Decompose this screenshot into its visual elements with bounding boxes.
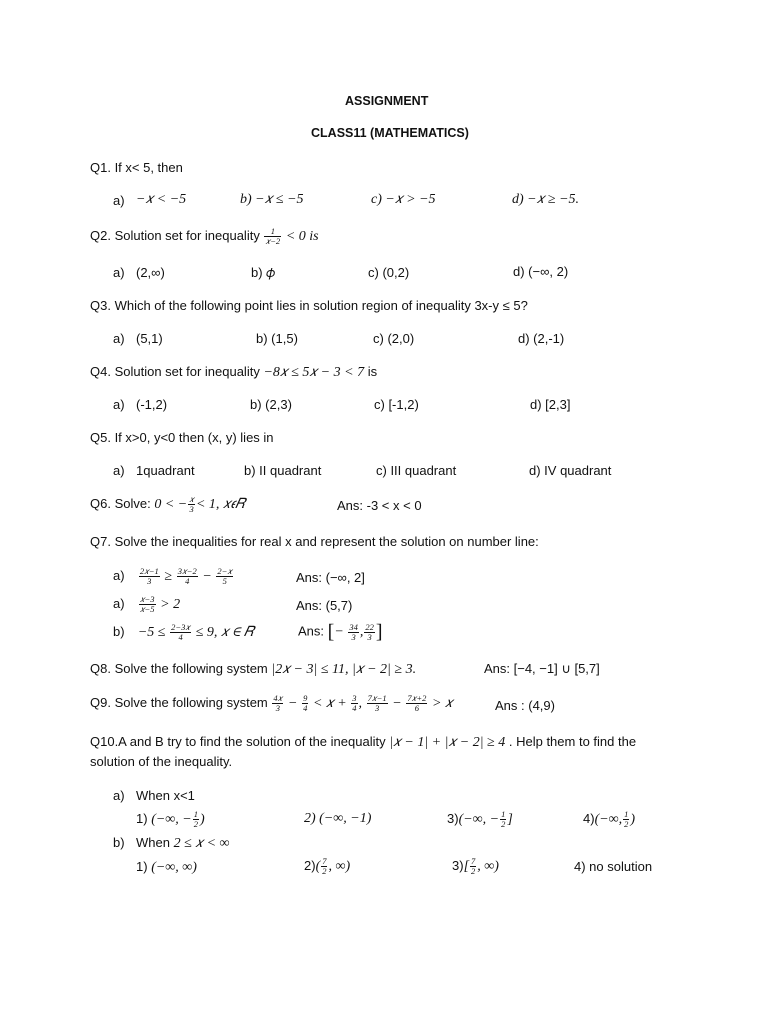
q7-b-pre: −5 ≤ xyxy=(137,624,166,640)
page-title: ASSIGNMENT xyxy=(345,94,429,108)
q7-b-frac-num: 2−3𝑥 xyxy=(171,622,191,632)
q9-mid: < 𝑥 + xyxy=(312,695,347,711)
q7-a1-minus: − xyxy=(202,568,212,584)
q2-tail: < 0 is xyxy=(285,228,319,244)
q2-line xyxy=(90,227,319,246)
q7-a1-line xyxy=(113,567,234,586)
q2-frac-den: 𝑥−2 xyxy=(265,236,281,246)
q7-a1-frac1-num: 2𝑥−1 xyxy=(139,566,159,576)
q10-a-option-4 xyxy=(583,810,635,829)
q10-a-option-1-frac-den: 2 xyxy=(193,819,198,829)
q7-a2-frac xyxy=(139,595,156,614)
q4-option-a-label: a) xyxy=(113,397,125,412)
q2-fraction xyxy=(264,227,281,246)
q10-a-option-2: 2) (−∞, −1) xyxy=(304,811,372,826)
q5-option-d: d) IV quadrant xyxy=(529,463,612,478)
q7-b-answer-frac1-den: 3 xyxy=(351,631,356,642)
q9-frac5 xyxy=(406,694,427,713)
q10-a-option-1-frac xyxy=(193,810,199,829)
q6-frac-den: 3 xyxy=(189,504,194,514)
q7-a1-frac2-num: 3𝑥−2 xyxy=(177,566,197,576)
q7-a2-frac-num: 𝑥−3 xyxy=(139,594,155,604)
q10-a-option-1-frac-num: 1 xyxy=(193,809,198,819)
q10-text-post: . Help them to find the xyxy=(508,734,637,749)
q10-b-option-3-frac xyxy=(470,857,476,876)
q10-a-option-1-pre: (−∞, − xyxy=(151,811,192,827)
q4-option-d: d) [2,3] xyxy=(530,397,571,412)
q2-option-a-label: a) xyxy=(113,265,125,280)
q10-b-option-2-frac xyxy=(321,857,327,876)
q9-frac1-den: 3 xyxy=(275,703,280,713)
q7-b-answer-frac2-num: 22 xyxy=(365,621,374,632)
q10-a-text: When x<1 xyxy=(136,788,195,803)
q7-a1-frac3 xyxy=(216,567,233,586)
q10-a-option-4-pre: (−∞, xyxy=(594,811,623,827)
q7-a1-frac2 xyxy=(177,567,198,586)
q4-option-c: c) [-1,2) xyxy=(374,397,419,412)
q2-option-b: b) 𝜙 xyxy=(251,265,276,280)
q2-text: Q2. Solution set for inequality xyxy=(90,227,260,243)
q7-a1-answer: Ans: (−∞, 2] xyxy=(296,570,365,585)
q6-answer: Ans: -3 < x < 0 xyxy=(337,498,422,513)
q10-b-option-1-label: 1) xyxy=(136,859,148,874)
q2-option-a: (2,∞) xyxy=(136,265,165,280)
q7-b-answer-frac1-num: 34 xyxy=(349,621,358,632)
q10-b-option-4: 4) no solution xyxy=(574,859,653,874)
q7-b-frac xyxy=(170,623,191,642)
q7-a1-frac2-den: 4 xyxy=(185,576,190,586)
q9-frac4 xyxy=(367,694,388,713)
q9-text: Q9. Solve the following system xyxy=(90,694,268,710)
q10-b-option-2-label: 2) xyxy=(304,857,316,873)
q7-b-answer-frac2-den: 3 xyxy=(367,631,372,642)
q7-b-answer-minus: − xyxy=(334,624,344,640)
q4-line xyxy=(90,364,377,381)
q10-b-option-2-post: , ∞) xyxy=(328,858,351,874)
q10-b-option-2-frac-den: 2 xyxy=(322,866,327,876)
q7-b-answer-comma: , xyxy=(359,624,364,640)
q10-b-option-1-value: (−∞, ∞) xyxy=(151,860,197,875)
q7-a2-frac-den: 𝑥−5 xyxy=(139,604,155,614)
q9-frac3-num: 3 xyxy=(352,693,357,703)
q1-option-a: −𝑥 < −5 xyxy=(136,192,187,207)
q3-option-a-label: a) xyxy=(113,331,125,346)
q1-option-b: b) −𝑥 ≤ −5 xyxy=(240,192,304,207)
q10-a-option-4-frac-num: 1 xyxy=(624,809,629,819)
q9-frac2-den: 4 xyxy=(303,703,308,713)
q10-line1 xyxy=(90,734,636,751)
q7-a2-answer: Ans: (5,7) xyxy=(296,598,353,613)
q10-b-option-1 xyxy=(136,859,197,876)
q2-frac-num: 1 xyxy=(264,227,281,237)
q10-a-option-3-label: 3) xyxy=(447,810,459,826)
q6-expr-pre: 0 < − xyxy=(154,496,188,512)
q3-option-d: d) (2,-1) xyxy=(518,331,565,346)
q10-b-option-2-frac-num: 7 xyxy=(322,856,327,866)
q9-frac1 xyxy=(272,694,283,713)
q9-comma: , xyxy=(358,695,363,711)
q9-frac3 xyxy=(351,694,357,713)
q10-b-line xyxy=(136,835,230,852)
q10-expr: |𝑥 − 1| + |𝑥 − 2| ≥ 4 xyxy=(389,735,506,750)
page-subtitle: CLASS11 (MATHEMATICS) xyxy=(311,126,469,140)
q10-a-option-3-frac xyxy=(500,810,506,829)
q7-b-frac-den: 4 xyxy=(178,632,183,642)
q10-a-option-4-frac-den: 2 xyxy=(624,819,629,829)
q4-tail: is xyxy=(367,364,378,379)
q9-frac5-den: 6 xyxy=(414,703,419,713)
q10-b-option-3-pre: [ xyxy=(463,858,470,874)
q10-a-option-4-label: 4) xyxy=(583,810,595,826)
q1-option-d: d) −𝑥 ≥ −5. xyxy=(512,192,580,207)
q2-option-d: d) (−∞, 2) xyxy=(513,264,569,279)
q6-line xyxy=(90,495,245,514)
q1-text: Q1. If x< 5, then xyxy=(90,160,183,175)
q6-fraction xyxy=(188,495,195,514)
q7-b-answer-frac2 xyxy=(364,623,375,642)
q10-a-option-3-frac-den: 2 xyxy=(501,819,506,829)
q10-b-option-3-frac-num: 7 xyxy=(471,856,476,866)
q9-frac4-den: 3 xyxy=(375,703,380,713)
q3-option-c: c) (2,0) xyxy=(373,331,415,346)
q10-b-option-3-frac-den: 2 xyxy=(471,866,476,876)
q5-option-b: b) II quadrant xyxy=(244,463,322,478)
q9-tail: > 𝑥 xyxy=(431,695,453,711)
q3-text: Q3. Which of the following point lies in solution region of inequality 3x-y ≤ 5? xyxy=(90,298,528,313)
q9-frac1-num: 4𝑥 xyxy=(273,693,283,703)
q10-a-option-1 xyxy=(136,810,205,829)
q8-line xyxy=(90,661,416,678)
q4-option-b: b) (2,3) xyxy=(250,397,292,412)
q5-text: Q5. If x>0, y<0 then (x, y) lies in xyxy=(90,430,274,445)
q7-a1-frac1-den: 3 xyxy=(147,576,152,586)
q2-option-c: c) (0,2) xyxy=(368,265,410,280)
q7-a2-tail: > 2 xyxy=(160,596,181,612)
q8-text: Q8. Solve the following system xyxy=(90,661,268,676)
q6-frac-num: 𝑥 xyxy=(189,494,194,504)
q10-a-option-4-post: ) xyxy=(630,811,636,827)
q7-a1-frac1 xyxy=(139,567,160,586)
q10-b-option-3-label: 3) xyxy=(452,857,464,873)
q6-text: Q6. Solve: xyxy=(90,495,151,511)
q9-frac2-num: 9 xyxy=(303,693,308,703)
q7-b-line xyxy=(113,623,254,642)
q6-expr-post: < 1, 𝑥𝜖𝑅 xyxy=(195,496,246,512)
q7-text: Q7. Solve the inequalities for real x and represent the solution on number line: xyxy=(90,534,539,549)
q10-a-label: a) xyxy=(113,788,125,803)
q7-b-answer-label: Ans: xyxy=(298,623,325,639)
q9-line xyxy=(90,694,453,713)
q3-option-b: b) (1,5) xyxy=(256,331,298,346)
q7-b-answer-open-bracket: [ xyxy=(327,621,335,643)
q10-a-option-1-post: ) xyxy=(199,811,205,827)
q10-text-pre: Q10.A and B try to find the solution of the inequality xyxy=(90,734,386,749)
q9-minus2: − xyxy=(392,695,402,711)
q9-answer: Ans : (4,9) xyxy=(495,698,555,713)
q7-b-answer-frac1 xyxy=(348,623,359,642)
q10-line2: solution of the inequality. xyxy=(90,754,233,769)
q10-a-option-3-post: ] xyxy=(507,811,513,827)
q7-a1-mid: ≥ xyxy=(164,568,173,584)
q7-a1-frac3-num: 2−𝑥 xyxy=(217,566,233,576)
q10-a-option-4-frac xyxy=(623,810,629,829)
q7-b-tail: ≤ 9, 𝑥 ∈ 𝑅 xyxy=(195,624,254,640)
q9-frac2 xyxy=(302,694,308,713)
q7-a2-label: a) xyxy=(113,595,125,611)
q8-answer: Ans: [−4, −1] ∪ [5,7] xyxy=(484,661,600,676)
q7-b-answer-close-bracket: ] xyxy=(375,621,383,643)
q10-a-option-3-frac-num: 1 xyxy=(501,809,506,819)
q10-b-expr: 2 ≤ 𝑥 < ∞ xyxy=(173,836,230,851)
q4-option-a: (-1,2) xyxy=(136,397,168,412)
q10-a-option-3 xyxy=(447,810,513,829)
q1-option-c: c) −𝑥 > −5 xyxy=(371,192,436,207)
q10-b-option-2-pre: ( xyxy=(315,858,321,874)
q10-b-option-3-post: , ∞) xyxy=(477,858,499,874)
q9-frac5-num: 7𝑥+2 xyxy=(407,693,427,703)
q5-option-c: c) III quadrant xyxy=(376,463,457,478)
q1-option-a-label: a) xyxy=(113,193,125,208)
q9-frac3-den: 4 xyxy=(352,703,357,713)
q7-b-label: b) xyxy=(113,623,125,639)
q7-b-answer xyxy=(298,622,383,642)
q10-a-option-1-label: 1) xyxy=(136,810,148,826)
q4-text: Q4. Solution set for inequality xyxy=(90,364,260,379)
q10-a-option-3-pre: (−∞, − xyxy=(458,811,500,827)
q7-a1-frac3-den: 5 xyxy=(222,576,227,586)
q9-minus1: − xyxy=(288,695,298,711)
q7-a2-line xyxy=(113,595,180,614)
q4-expr: −8𝑥 ≤ 5𝑥 − 3 < 7 xyxy=(263,365,365,380)
q10-b-option-3 xyxy=(452,857,499,876)
q10-b-text: When xyxy=(136,835,170,850)
q7-a1-label: a) xyxy=(113,567,125,583)
q3-option-a: (5,1) xyxy=(136,331,163,346)
q10-b-label: b) xyxy=(113,835,125,850)
q9-frac4-num: 7𝑥−1 xyxy=(367,693,387,703)
q10-b-option-2 xyxy=(304,857,350,876)
q5-option-a: 1quadrant xyxy=(136,463,195,478)
q5-option-a-label: a) xyxy=(113,463,125,478)
q8-expr: |2𝑥 − 3| ≤ 11, |𝑥 − 2| ≥ 3. xyxy=(271,662,417,677)
